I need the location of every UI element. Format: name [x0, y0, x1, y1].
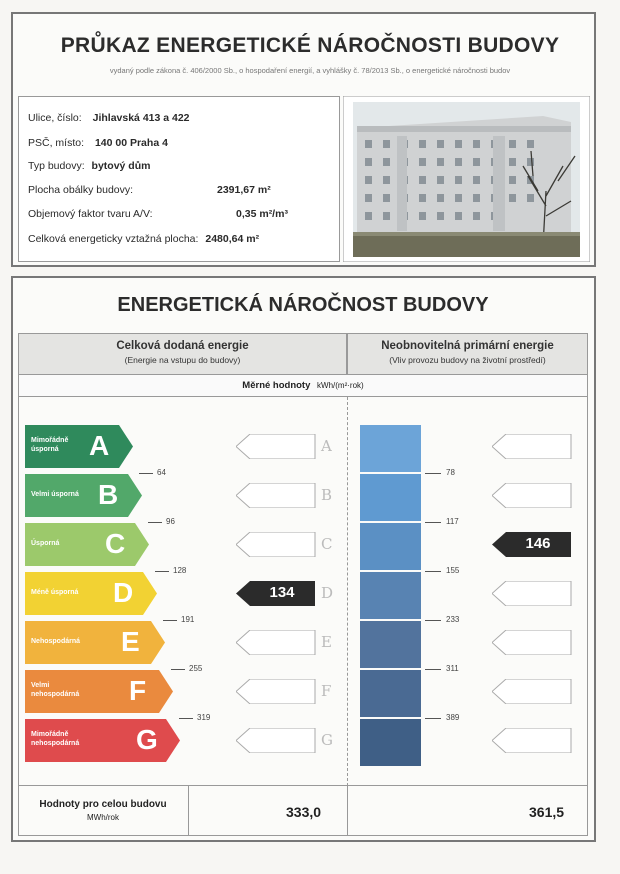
left-slot-g-shape: [236, 728, 315, 753]
info-factor-value: 0,35 m²/m³: [236, 208, 288, 220]
right-slot-a-shape: [492, 434, 571, 459]
left-slot-b-shape: [236, 483, 315, 508]
right-slot-f: [492, 679, 572, 704]
primary-scale-block-1: [360, 425, 421, 472]
band-g-label: Mimořádně nehospodárná: [31, 731, 80, 747]
right-slot-d-shape: [492, 581, 571, 606]
primary-scale-block-5: [360, 621, 421, 668]
left-slot-c-shape: [236, 532, 315, 557]
footer-unit: MWh/rok: [87, 813, 119, 822]
units-value: kWh/(m²·rok): [317, 381, 364, 390]
info-area-label: Plocha obálky budovy:: [28, 184, 134, 196]
left-side-letter-e: E: [321, 633, 332, 651]
right-threshold-tick: [425, 522, 441, 523]
primary-scale-block-2: [360, 474, 421, 521]
info-psc: [28, 137, 168, 149]
band-g-letter: G: [136, 724, 158, 755]
band-d-label: Méně úsporná: [31, 589, 79, 596]
info-psc-value: 140 00 Praha 4: [94, 137, 168, 149]
info-area: [28, 184, 133, 196]
info-type-label: Typ budovy:: [28, 160, 85, 172]
band-d-letter: D: [113, 577, 134, 608]
left-column-header: [18, 333, 347, 375]
left-side-letter-g: G: [321, 731, 333, 749]
right-slot-e-shape: [492, 630, 571, 655]
info-floor-value: 2480,64 m²: [205, 233, 260, 245]
left-threshold-tick: [163, 620, 177, 621]
left-threshold-tick: [139, 473, 153, 474]
right-slot-g: [492, 728, 572, 753]
info-factor-label: Objemový faktor tvaru A/V:: [28, 208, 153, 220]
right-slot-e: [492, 630, 572, 655]
left-slot-e: [236, 630, 316, 655]
left-threshold-label: 64: [157, 468, 166, 477]
right-slot-g-shape: [492, 728, 571, 753]
right-column-header: [347, 333, 588, 375]
left-threshold-tick: [179, 718, 193, 719]
info-street-label: Ulice, číslo:: [28, 112, 82, 124]
left-threshold-label: 191: [181, 615, 195, 624]
band-a-label: Mimořádně úsporná: [31, 437, 69, 453]
right-threshold-label: 233: [446, 615, 460, 624]
primary-scale-block-3: [360, 523, 421, 570]
right-threshold-label: 311: [446, 664, 459, 673]
right-threshold-tick: [425, 718, 441, 719]
footer-divider-1: [188, 786, 189, 836]
left-threshold-label: 319: [197, 713, 211, 722]
units-bar: [18, 375, 588, 397]
band-f-label: Velmi nehospodárná: [31, 682, 80, 698]
right-threshold-label: 155: [446, 566, 460, 575]
info-type: [28, 160, 150, 172]
band-b-label: Velmi úsporná: [31, 491, 79, 498]
page-subtitle: vydaný podle zákona č. 406/2000 Sb., o hospodaření energií, a vyhlášky č. 78/2013 Sb., o energetické náročnosti budov: [109, 66, 511, 75]
left-threshold-label: 255: [189, 664, 203, 673]
left-slot-c: [236, 532, 316, 557]
info-floor-label: Celková energeticky vztažná plocha:: [28, 233, 199, 245]
band-c-label: Úsporná: [31, 540, 60, 547]
info-factor: [28, 208, 153, 220]
primary-scale-block-6: [360, 670, 421, 717]
left-threshold-label: 96: [166, 517, 175, 526]
building-photo: [343, 96, 590, 262]
right-threshold-tick: [425, 669, 441, 670]
band-e-letter: E: [121, 626, 140, 657]
right-column-title: Neobnovitelná primární energie: [381, 340, 554, 352]
primary-scale-block-4: [360, 572, 421, 619]
page-title: PRŮKAZ ENERGETICKÉ NÁROČNOSTI BUDOVY: [60, 34, 560, 57]
left-slot-g: [236, 728, 316, 753]
right-slot-d: [492, 581, 572, 606]
info-psc-label: PSČ, místo:: [28, 137, 85, 149]
band-e-label: Nehospodárná: [31, 638, 81, 645]
footer-left-total: 333,0: [286, 804, 322, 820]
right-threshold-tick: [425, 571, 441, 572]
left-side-letter-f: F: [321, 682, 332, 700]
band-b-letter: B: [98, 479, 119, 510]
left-side-letter-b: B: [321, 486, 333, 504]
right-slot-a: [492, 434, 572, 459]
left-slot-a-shape: [236, 434, 315, 459]
left-slot-f: [236, 679, 316, 704]
right-rating-value: 146: [525, 535, 551, 552]
right-slot-b-shape: [492, 483, 571, 508]
left-side-letter-c: C: [321, 535, 333, 553]
band-a-letter: A: [89, 430, 110, 461]
left-rating-value: 134: [269, 584, 295, 601]
right-slot-f-shape: [492, 679, 571, 704]
right-threshold-label: 389: [446, 713, 460, 722]
left-slot-a: [236, 434, 316, 459]
info-floor: [28, 233, 259, 245]
right-threshold-label: 117: [446, 517, 459, 526]
right-column-subtitle: (Vliv provozu budovy na životní prostředí): [389, 355, 546, 365]
footer-right-total: 361,5: [529, 804, 565, 820]
info-street-value: Jihlavská 413 a 422: [92, 112, 190, 124]
footer-label: Hodnoty pro celou budovu: [39, 799, 167, 810]
left-side-letter-d: D: [321, 584, 334, 602]
left-threshold-tick: [155, 571, 169, 572]
band-f-letter: F: [129, 675, 147, 706]
left-slot-b: [236, 483, 316, 508]
band-c-letter: C: [105, 528, 126, 559]
right-slot-b: [492, 483, 572, 508]
units-label: Měrné hodnoty: [242, 380, 311, 391]
info-type-value: bytový dům: [91, 160, 151, 172]
right-threshold-label: 78: [446, 468, 455, 477]
info-street: [28, 112, 190, 124]
column-divider: [347, 397, 348, 786]
left-threshold-label: 128: [173, 566, 187, 575]
left-threshold-tick: [171, 669, 185, 670]
right-threshold-tick: [425, 620, 441, 621]
info-area-value: 2391,67 m²: [217, 184, 271, 196]
primary-scale-block-7: [360, 719, 421, 766]
footer-divider-2: [347, 786, 348, 836]
left-slot-e-shape: [236, 630, 315, 655]
left-side-letter-a: A: [321, 437, 332, 455]
left-slot-f-shape: [236, 679, 315, 704]
left-threshold-tick: [148, 522, 162, 523]
left-column-subtitle: (Energie na vstupu do budovy): [124, 355, 241, 365]
right-threshold-tick: [425, 473, 441, 474]
left-column-title: Celková dodaná energie: [116, 340, 249, 352]
section-title: ENERGETICKÁ NÁROČNOST BUDOVY: [117, 294, 489, 316]
